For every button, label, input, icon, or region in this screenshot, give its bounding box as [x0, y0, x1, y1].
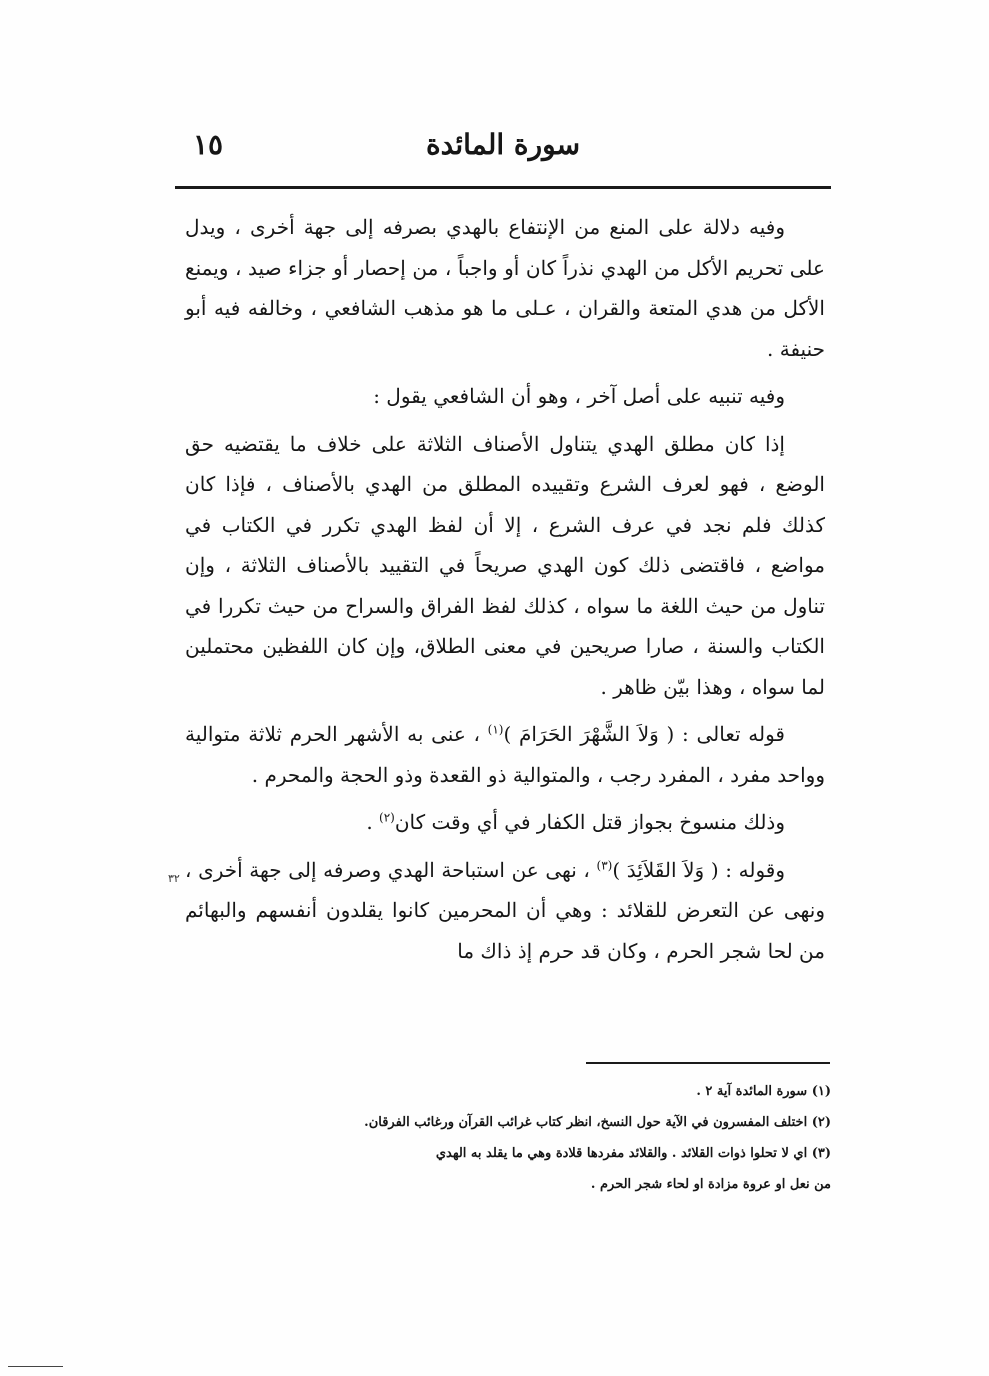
footnote-continuation: من نعل او عروة مزادة او لحاء شجر الحرم .: [590, 1177, 831, 1192]
paragraph: إذا كان مطلق الهدي يتناول الأصناف الثلاثة على خلاف ما يقتضيه حق الوضع ، فهو لعرف الشرع وتقييده المطلق من الهدي بالأصناف ، فإذا كان كذلك فلم نجد في عرف الشرع ، إلا أن لفظ الهدي تكرر في الكتاب في مواضع ، فاقتضى ذلك كون الهدي صريحاً في التقييد بالأصناف الثلاثة ، وإن تناول من حيث اللغة ما سواه ، كذلك لفظ الفراق والسراح من حيث تكررا في الكتاب والسنة ، صارا صريحين في معنى الطلاق، وإن كان اللفظين محتملين لما سواه ، وهذا بيّن ظاهر .: [185, 431, 825, 699]
footnote: (١) سورة المائدة آية ٢ .: [696, 1084, 831, 1099]
paragraph-text: ، نهى عن استباحة الهدي وصرفه إلى جهة أخرى ، ونهى عن التعرض للقلائد : وهي أن المحرمين كانوا يقلدون أنفسهم والبهائم من لحا شجر الحرم ، وكان قد حرم إذ ذاك ما: [185, 857, 825, 963]
header-rule: [175, 186, 831, 189]
main-text: [185, 207, 825, 978]
footnote-reference: (٢): [379, 810, 395, 825]
footnotes: [175, 1076, 831, 1200]
page-title: سورة المائدة: [425, 128, 581, 161]
footnote: (٣) اي لا تحلوا ذوات القلائد . والقلائد مفردها قلادة وهي ما يقلد به الهدي: [435, 1146, 831, 1161]
paragraph: وفيه تنبيه على أصل آخر ، وهو أن الشافعي يقول :: [373, 384, 785, 408]
footnote-rule: [586, 1062, 830, 1064]
paragraph: وفيه دلالة على المنع من الإنتفاع بالهدي بصرفه إلى جهة أخرى ، ويدل على تحريم الأكل من الهدي نذراً كان أو واجباً ، من إحصار أو جزاء صيد ، ويمنع الأكل من هدي المتعة والقران ، عـلى ما هو مذهب الشافعي ، وخالفه فيه أبو حنيفة .: [185, 215, 825, 361]
paragraph-text: وذلك منسوخ بجواز قتل الكفار في أي وقت كان: [394, 810, 785, 834]
paragraph-text: ، عنى به الأشهر الحرم ثلاثة متوالية وواحد مفرد ، المفرد رجب ، والمتوالية ذو القعدة وذو الحجة والمحرم .: [185, 722, 825, 787]
footnote: (٢) اختلف المفسرون في الآية حول النسخ، انظر كتاب غرائب القرآن ورغائب الفرقان.: [364, 1115, 831, 1130]
paragraph: [185, 802, 825, 843]
scan-edge-line: [8, 1366, 63, 1367]
page-number: ١٥: [193, 128, 224, 161]
page-header: [175, 128, 831, 178]
footnote-reference: (٣): [596, 857, 613, 872]
footnote-reference: (١): [487, 722, 504, 737]
quran-verse-quote: وقوله : ( وَلاَ القَلاَئِدَ ): [612, 857, 785, 882]
paragraph: [185, 850, 825, 972]
paragraph: [185, 714, 825, 795]
margin-mark: ٣٢: [168, 872, 180, 885]
quran-verse-quote: قوله تعالى : ( وَلاَ الشَّهْرَ الحَرَامَ ): [503, 722, 785, 746]
paragraph-text: .: [366, 810, 380, 834]
